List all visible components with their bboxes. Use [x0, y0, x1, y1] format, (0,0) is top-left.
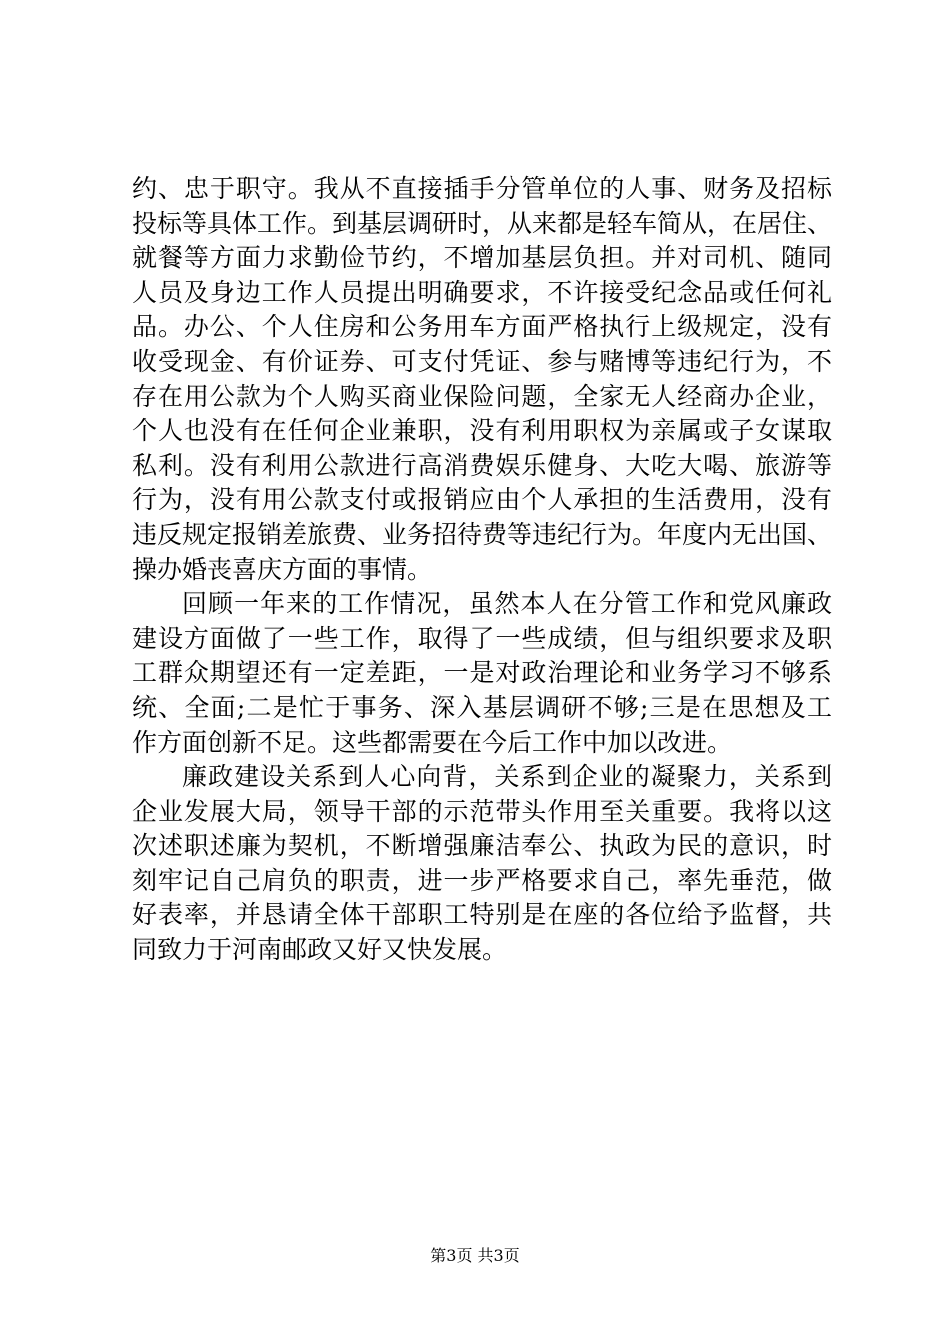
paragraph-line: 好表率，并恳请全体干部职工特别是在座的各位给予监督，共	[132, 900, 832, 930]
paragraph-line: 就餐等方面力求勤俭节约，不增加基层负担。并对司机、随同	[132, 243, 832, 273]
paragraph-line: 投标等具体工作。到基层调研时，从来都是轻车简从，在居住、	[132, 208, 833, 238]
paragraph-3	[132, 760, 832, 968]
paragraph-line: 违反规定报销差旅费、业务招待费等违纪行为。年度内无出国、	[132, 519, 833, 549]
paragraph-line: 行为，没有用公款支付或报销应由个人承担的生活费用，没有	[132, 485, 832, 515]
paragraph-2	[132, 587, 832, 760]
paragraph-1	[132, 172, 832, 587]
paragraph-line: 同致力于河南邮政又好又快发展。	[132, 935, 508, 965]
paragraph-line: 人员及身边工作人员提出明确要求，不许接受纪念品或任何礼	[132, 277, 832, 307]
page-footer	[0, 1246, 950, 1266]
paragraph-line: 作方面创新不足。这些都需要在今后工作中加以改进。	[132, 727, 733, 757]
paragraph-line: 存在用公款为个人购买商业保险问题，全家无人经商办企业，	[132, 381, 832, 411]
paragraph-line: 廉政建设关系到人心向背，关系到企业的凝聚力，关系到	[182, 762, 832, 792]
document-body	[132, 172, 832, 968]
paragraph-line: 回顾一年来的工作情况，虽然本人在分管工作和党风廉政	[182, 589, 832, 619]
paragraph-line: 刻牢记自己肩负的职责，进一步严格要求自己，率先垂范，做	[132, 865, 832, 895]
paragraph-line: 操办婚丧喜庆方面的事情。	[132, 554, 433, 584]
paragraph-line: 收受现金、有价证券、可支付凭证、参与赌博等违纪行为，不	[132, 346, 832, 376]
paragraph-line: 个人也没有在任何企业兼职，没有利用职权为亲属或子女谋取	[132, 416, 832, 446]
paragraph-line: 企业发展大局，领导干部的示范带头作用至关重要。我将以这	[132, 796, 832, 826]
paragraph-line: 私利。没有利用公款进行高消费娱乐健身、大吃大喝、旅游等	[132, 450, 832, 480]
page-number: 第3页 共3页	[430, 1246, 520, 1265]
paragraph-line: 次述职述廉为契机，不断增强廉洁奉公、执政为民的意识，时	[132, 831, 832, 861]
paragraph-line: 约、忠于职守。我从不直接插手分管单位的人事、财务及招标	[132, 174, 832, 203]
paragraph-line: 建设方面做了一些工作，取得了一些成绩，但与组织要求及职	[132, 623, 832, 653]
paragraph-line: 工群众期望还有一定差距，一是对政治理论和业务学习不够系	[132, 658, 832, 688]
paragraph-line: 品。办公、个人住房和公务用车方面严格执行上级规定，没有	[132, 312, 832, 342]
paragraph-line: 统、全面;二是忙于事务、深入基层调研不够;三是在思想及工	[132, 692, 832, 722]
